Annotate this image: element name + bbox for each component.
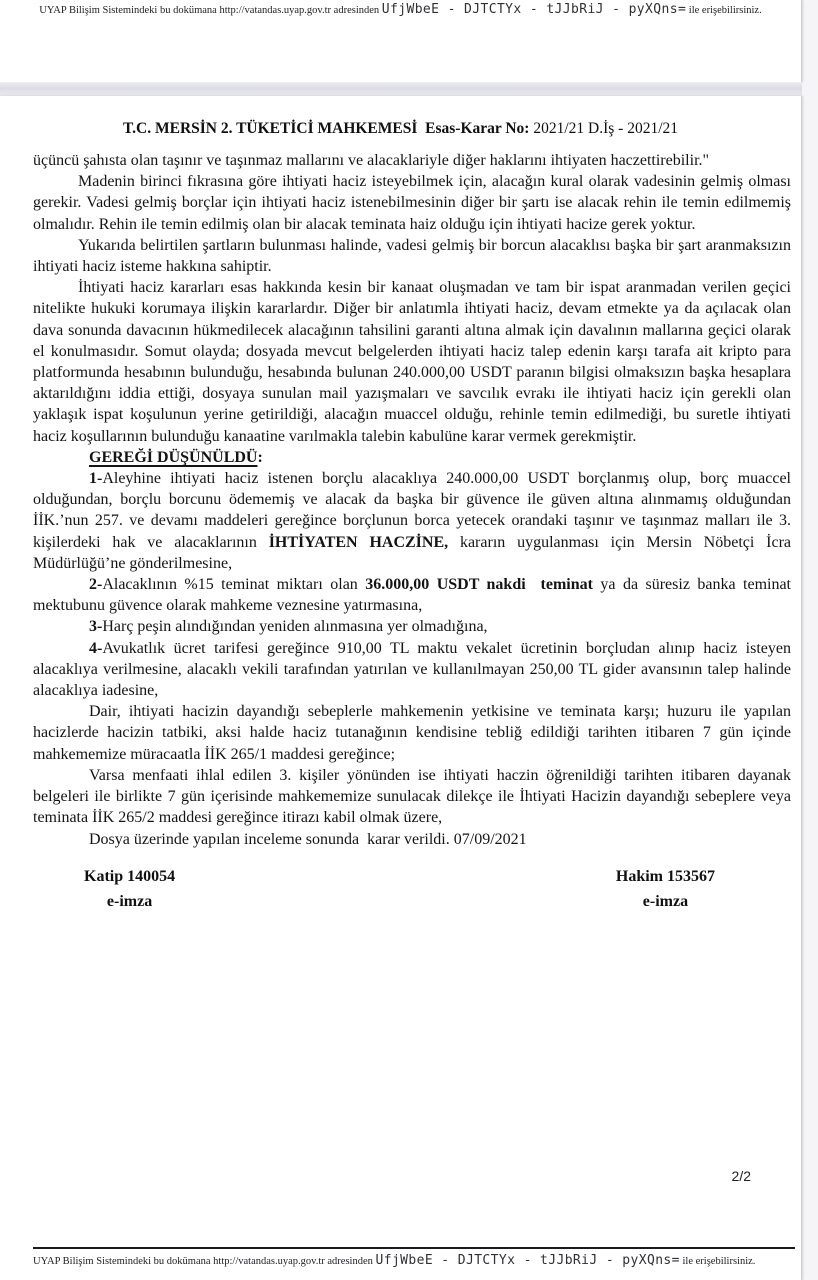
court-name-and-label: T.C. MERSİN 2. TÜKETİCİ MAHKEMESİ Esas-Karar No:: [122, 120, 530, 137]
item-1-emphasis: İHTİYATEN HACZİNE,: [268, 533, 449, 551]
judge-name: Hakim 153567: [615, 867, 715, 885]
item-4-number: 4-: [89, 639, 103, 657]
section-heading: [33, 447, 791, 468]
judge-signature: [616, 868, 715, 911]
decision-item-3: [33, 616, 791, 637]
clerk-esignature-label: e-imza: [106, 892, 153, 910]
heading-colon: :: [257, 448, 263, 466]
item-3-number: 3-: [89, 618, 103, 636]
item-2-emphasis: 36.000,00 USDT nakdi teminat: [365, 576, 593, 594]
access-url: http://vatandas.uyap.gov.tr: [219, 5, 332, 16]
decision-item-4: [33, 638, 791, 702]
verification-code: UfjWbeE - DJTCTYx - tJJbRiJ - pyXQns=: [381, 2, 687, 17]
uyap-note-suffix: ile erişebilirsiniz.: [688, 5, 762, 16]
clerk-name: Katip 140054: [84, 867, 176, 885]
uyap-access-note-top: [0, 0, 801, 17]
judge-esignature-label: e-imza: [642, 892, 689, 910]
document-title: [0, 120, 801, 138]
paragraph-karar-verildi: Dosya üzerinde yapılan inceleme sonunda karar verildi. 07/09/2021: [89, 830, 527, 848]
item-2-text-end: ya da süresiz banka teminat mektubunu güvence olarak mahkeme veznesine yatırmasına,: [33, 576, 792, 615]
paragraph-varsa: Varsa menfaati ihlal edilen 3. kişiler yönünden ise ihtiyati haczin öğrenildiği tarihten itibaren dayanak belgeleri ile birlikte 7 gün içerisinde mahkememize sunulacak dilekçe ile İhtiyati Hacizin dayandığı sebeplere veya teminata İİK 265/2 maddesi gereğince itirazı kabil olmak üzere,: [33, 766, 791, 827]
uyap-note-middle: adresinden: [327, 1256, 373, 1267]
uyap-note-middle: adresinden: [333, 5, 380, 16]
item-1-text: Aleyhine ihtiyati haciz istenen borçlu alacaklıya 240.000,00 USDT borçlanmış olup, borç muaccel olduğundan, borçlu borcunu ödememiş ve alacak da başka bir güvence ile güven altına alınmamış olduğundan İİK.’nun 257. ve devamı maddeleri gereğince borçlunun borca yetecek orandaki taşınır ve taşınmaz malları ile 3. kişilerdeki hak ve alacaklarının: [33, 470, 791, 551]
decision-body: [33, 150, 791, 850]
uyap-access-note-bottom: [33, 1247, 795, 1268]
item-1-number: 1-: [89, 470, 103, 488]
case-number: 2021/21 D.İş - 2021/21: [533, 120, 679, 137]
page-indicator: 2/2: [731, 1168, 751, 1184]
page-separator: [0, 82, 802, 96]
verification-code: UfjWbeE - DJTCTYx - tJJbRiJ - pyXQns=: [375, 1253, 680, 1268]
item-1-text-end: kararın uygulanması için Mersin Nöbetçi İcra Müdürlüğü’ne gönderilmesine,: [33, 533, 792, 572]
decision-item-2: [33, 574, 791, 616]
uyap-note-prefix: UYAP Bilişim Sistemindeki bu dokümana: [33, 1256, 211, 1267]
item-2-number: 2-: [89, 576, 103, 594]
item-3-text: Harç peşin alındığından yeniden alınmasına yer olmadığına,: [102, 618, 488, 636]
item-4-text: Avukatlık ücret tarifesi gereğince 910,00 TL maktu vekalet ücretinin borçludan alınıp haciz isteyen alacaklıya verilmesine, alacaklı vekili tarafından yatırılan ve kullanılmayan 250,00 TL gider avansının talep halinde alacaklıya iadesine,: [33, 639, 791, 700]
document-page: [0, 96, 802, 1280]
previous-page-bottom: [0, 0, 802, 82]
item-2-text: Alacaklının %15 teminat miktarı olan: [102, 576, 366, 594]
clerk-signature: [84, 868, 175, 911]
paragraph-ihtiyati: İhtiyati haciz kararları esas hakkında kesin bir kanaat oluşmadan ve tam bir ispat aranmadan verilen geçici nitelikte hukuki korumaya ilişkin kararlardır. Diğer bir anlatımla ihtiyati haciz, devam etmekte ya da açılacak olan dava sonunda davacının hükmedilecek alacağının tahsilini garanti altına almak için davalının mallarına geçici olarak el konulmasıdır. Somut olayda; dosyada mevcut belgelerden ihtiyati haciz talep edenin karşı tarafa ait kripto para platformunda hesabının bulunduğu, hesabında bulunan 240.000,00 USDT paranın bilgisi olmaksızın başka hesaplara aktarıldığını iddia ettiği, dosyaya sunulan mail yazışmaları ve savcılık evrakı ile ihtiyati haciz için gerekli olan yaklaşık ispat koşulunun yerine getirildiği, alacağın muaccel olduğu, rehinle temin edilmediği, bu suretle ihtiyati haciz koşullarının bulunduğu kanaatine varılmakla talebin kabulüne karar vermek gerekmiştir.: [33, 279, 791, 445]
paragraph-dair: Dair, ihtiyati hacizin dayandığı sebeplerle mahkemenin yetkisine ve teminata karşı; huzuru ile yapılan hacizlerde hacizin tatbiki, aksi halde haciz tutanağının kendisine tebliğ edildiği tarihten itibaren 7 gün içinde mahkememize müracaatla İİK 265/1 maddesi gereğince;: [33, 703, 791, 763]
uyap-note-prefix: UYAP Bilişim Sistemindeki bu dokümana: [39, 5, 217, 16]
signature-block: [84, 868, 715, 911]
uyap-note-suffix: ile erişebilirsiniz.: [682, 1256, 756, 1267]
paragraph-madde: Madenin birinci fıkrasına göre ihtiyati haciz isteyebilmek için, alacağın kural olarak vadesinin gelmiş olması gerekir. Vadesi gelmiş borçlar için ihtiyati haciz istenebilmesinin diğer bir şartı ise alacak rehin ile temin edilmemiş olmalıdır. Rehin ile temin edilmiş olan bir alacak teminata haiz olduğu için ihtiyati hacize gerek yoktur.: [33, 173, 791, 233]
decision-item-1: [33, 468, 791, 574]
paragraph-continuation: üçüncü şahısta olan taşınır ve taşınmaz mallarını ve alacaklariyle diğer haklarını ihtiyaten haczettirebilir.": [33, 152, 710, 169]
heading-geregi-dusunuldu: GEREĞİ DÜŞÜNÜLDÜ: [89, 448, 258, 466]
paragraph-yukarida: Yukarıda belirtilen şartların bulunması halinde, vadesi gelmiş bir borcun alacaklısı başka bir şart aranmaksızın ihtiyati haciz isteme hakkına sahiptir.: [33, 236, 791, 276]
access-url: http://vatandas.uyap.gov.tr: [213, 1256, 325, 1267]
